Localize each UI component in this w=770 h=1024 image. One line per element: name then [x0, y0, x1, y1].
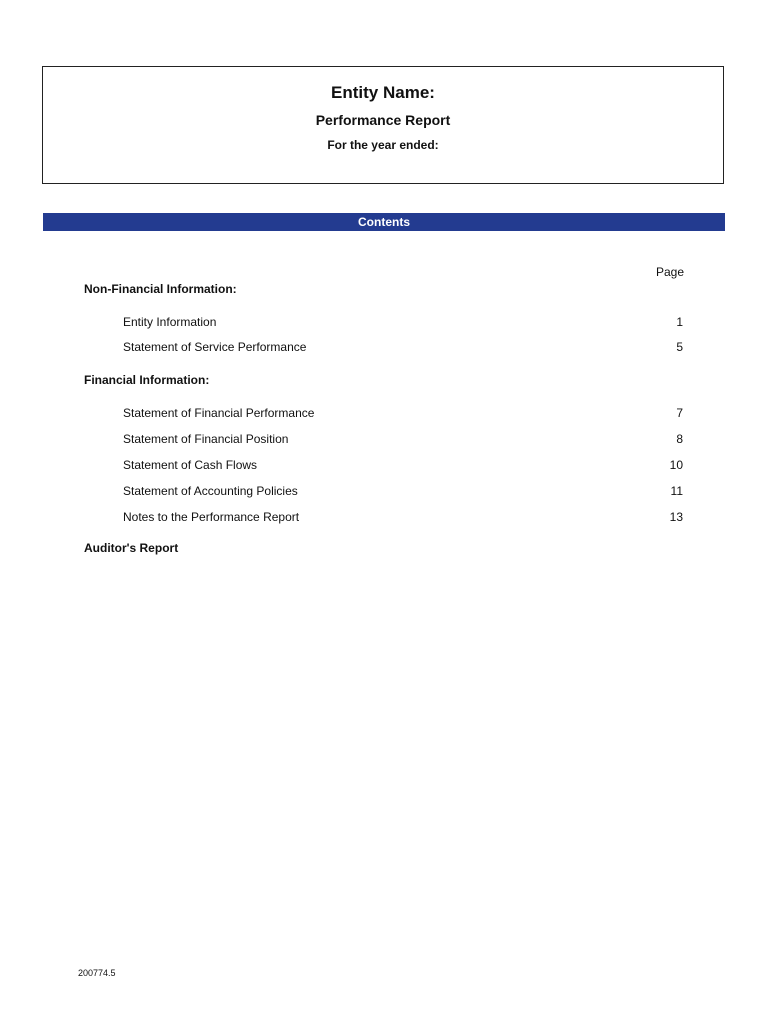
toc-page-number: 1: [676, 315, 683, 329]
entity-name-title: Entity Name:: [331, 83, 435, 102]
toc-row-notes[interactable]: [123, 510, 683, 526]
toc-page-number: 8: [676, 432, 683, 446]
toc-page-number: 11: [670, 484, 683, 498]
toc-label: Notes to the Performance Report: [123, 510, 300, 524]
toc-page-number: 10: [669, 458, 683, 472]
auditors-report-heading[interactable]: Auditor's Report: [84, 541, 179, 555]
toc-label: Statement of Cash Flows: [123, 458, 258, 472]
toc-row-financial-performance[interactable]: [123, 406, 683, 422]
toc-page-number: 5: [676, 340, 683, 354]
toc-label: Statement of Financial Performance: [123, 406, 315, 420]
toc-row-entity-information[interactable]: [123, 315, 683, 331]
toc-page-number: 13: [669, 510, 683, 524]
toc-row-service-performance[interactable]: [123, 340, 683, 356]
toc-row-accounting-policies[interactable]: [123, 484, 683, 500]
toc-label: Statement of Financial Position: [123, 432, 289, 446]
year-ended-label: For the year ended:: [327, 138, 439, 152]
toc-row-cash-flows[interactable]: [123, 458, 683, 474]
footer-document-code: 200774.5: [78, 968, 116, 978]
financial-heading: Financial Information:: [84, 373, 210, 387]
toc-page-number: 7: [676, 406, 683, 420]
toc-label: Statement of Service Performance: [123, 340, 307, 354]
contents-bar: Contents: [43, 213, 725, 231]
page-column-header: Page: [655, 265, 685, 279]
non-financial-heading: Non-Financial Information:: [84, 282, 237, 296]
toc-label: Statement of Accounting Policies: [123, 484, 298, 498]
report-header-box: [42, 66, 724, 184]
report-title: Performance Report: [315, 112, 451, 128]
toc-row-financial-position[interactable]: [123, 432, 683, 448]
toc-label: Entity Information: [123, 315, 217, 329]
